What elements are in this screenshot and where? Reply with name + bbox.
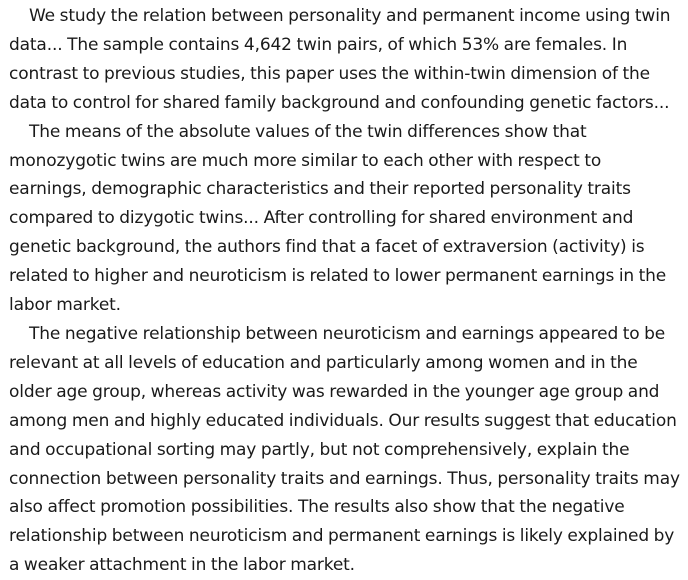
paragraph-2: The means of the absolute values of the twin differences show that monozygotic twins are much more similar to each other with respect to earnings, demographic characteristics and their reported personality traits compared to dizygotic twins... After controlling for shared environment and genetic background, the authors find that a facet of extraversion (activity) is related to higher and neuroticism is related to lower permanent earnings in the labor market. <box>9 121 667 316</box>
paragraph-1: We study the relation between personality and permanent income using twin data... The sample contains 4,642 twin pairs, of which 53% are females. In contrast to previous studies, this paper uses the within-twin dimension of the data to control for shared family background and confounding genetic factors... <box>9 6 671 113</box>
paragraph-3: The negative relationship between neuroticism and earnings appeared to be relevant at all levels of education and particularly among women and in the older age group, whereas activity was rewarded in the younger age group and among men and highly educated individuals. Our results suggest that education and occupational sorting may partly, but not comprehensively, explain the connection between personality traits and earnings. Thus, personality traits may also affect promotion possibilities. The results also show that the negative relationship between neuroticism and permanent earnings is likely explained by a weaker attachment in the labor market. <box>9 323 680 576</box>
